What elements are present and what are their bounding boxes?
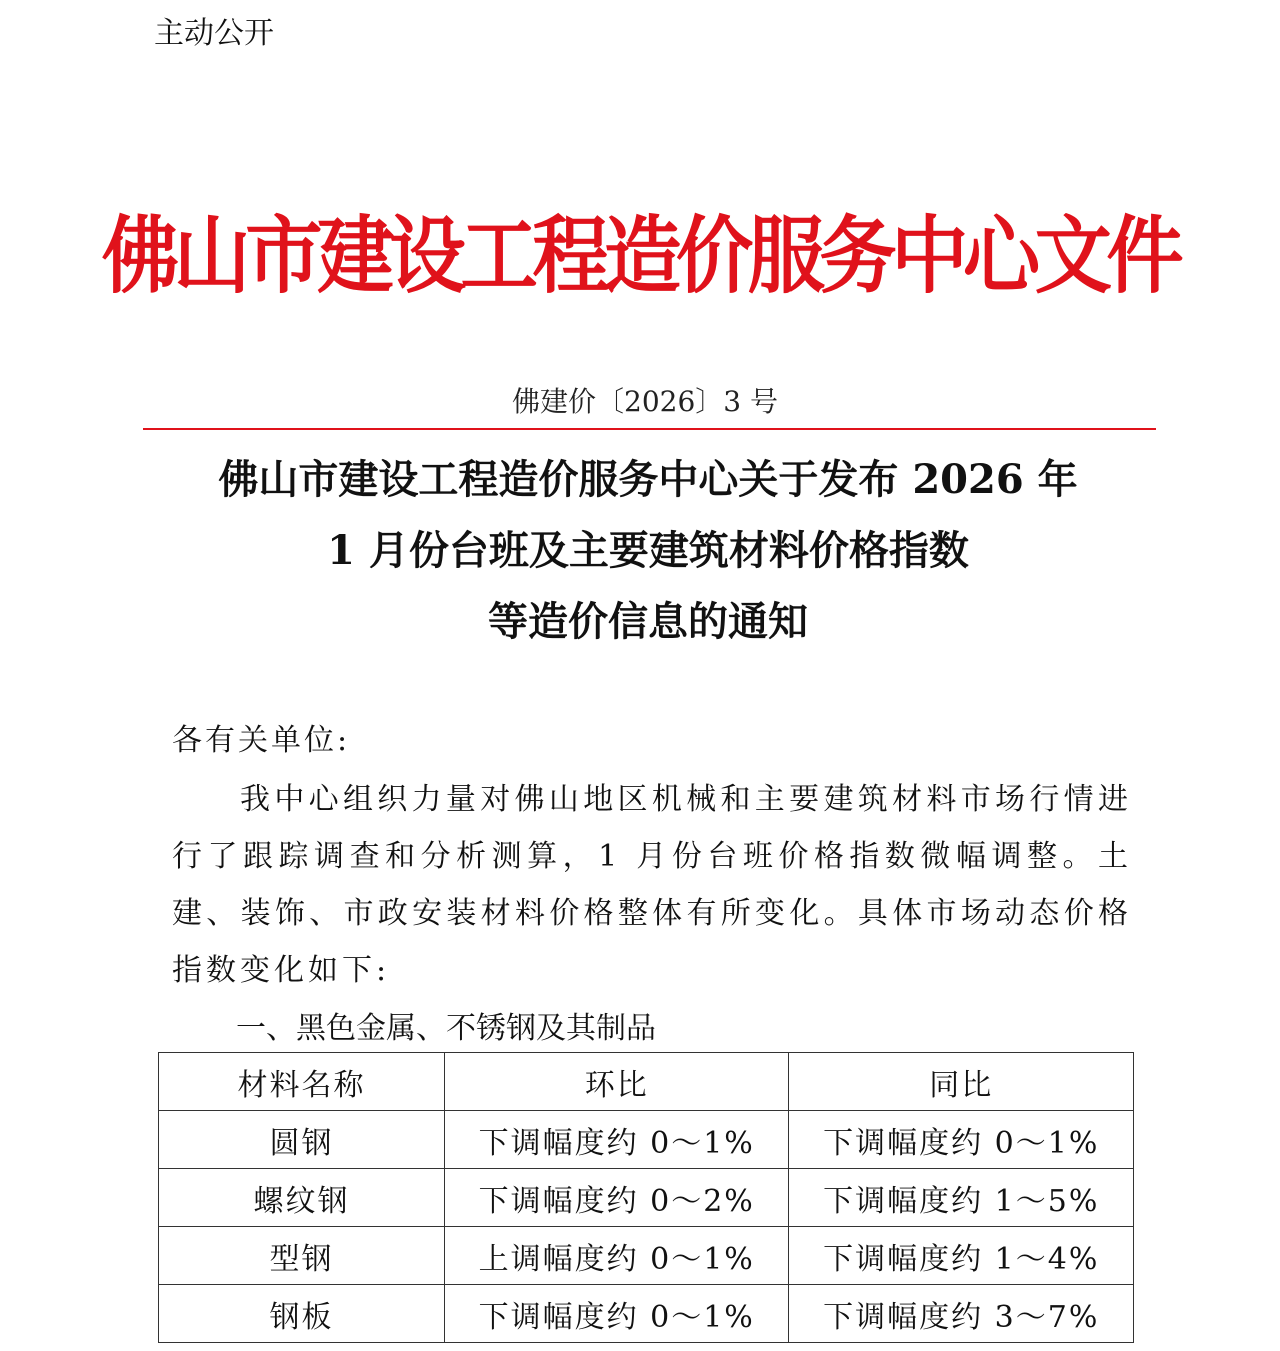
document-number: 佛建价〔2026〕3 号 — [512, 385, 778, 418]
table-row — [159, 1227, 1134, 1285]
salutation: 各有关单位: — [172, 723, 351, 758]
material-name: 螺纹钢 — [159, 1169, 445, 1227]
price-change-table — [158, 1052, 1134, 1343]
year-on-year-change: 下调幅度约 1～4% — [789, 1227, 1134, 1285]
title-line-2: 1 月份台班及主要建筑材料价格指数 — [327, 527, 969, 574]
section-heading: 一、黑色金属、不锈钢及其制品 — [236, 1011, 656, 1046]
month-on-month-change: 下调幅度约 0～2% — [444, 1169, 789, 1227]
material-name: 型钢 — [159, 1227, 445, 1285]
column-header-material: 材料名称 — [159, 1053, 445, 1111]
month-on-month-change: 上调幅度约 0～1% — [444, 1227, 789, 1285]
table-row — [159, 1285, 1134, 1343]
title-line-3: 等造价信息的通知 — [488, 598, 808, 645]
red-divider-line — [143, 428, 1156, 430]
title-line-1: 佛山市建设工程造价服务中心关于发布 2026 年 — [218, 456, 1078, 503]
column-header-year-on-year: 同比 — [789, 1053, 1134, 1111]
column-header-month-on-month: 环比 — [444, 1053, 789, 1111]
year-on-year-change: 下调幅度约 1～5% — [789, 1169, 1134, 1227]
material-name: 钢板 — [159, 1285, 445, 1343]
year-on-year-change: 下调幅度约 3～7% — [789, 1285, 1134, 1343]
material-name: 圆钢 — [159, 1111, 445, 1169]
table-header-row — [159, 1053, 1134, 1111]
notice-title — [0, 444, 1280, 657]
year-on-year-change: 下调幅度约 0～1% — [789, 1111, 1134, 1169]
disclosure-label: 主动公开 — [154, 16, 274, 51]
month-on-month-change: 下调幅度约 0～1% — [444, 1111, 789, 1169]
table-row — [159, 1169, 1134, 1227]
month-on-month-change: 下调幅度约 0～1% — [444, 1285, 789, 1343]
table-row — [159, 1111, 1134, 1169]
body-paragraph: 我中心组织力量对佛山地区机械和主要建筑材料市场行情进行了跟踪调查和分析测算，1 月份台班价格指数微幅调整。土建、装饰、市政安装材料价格整体有所变化。具体市场动态价格指数变化如下: — [172, 782, 1132, 988]
issuer-header: 佛山市建设工程造价服务中心文件 — [101, 206, 1179, 305]
